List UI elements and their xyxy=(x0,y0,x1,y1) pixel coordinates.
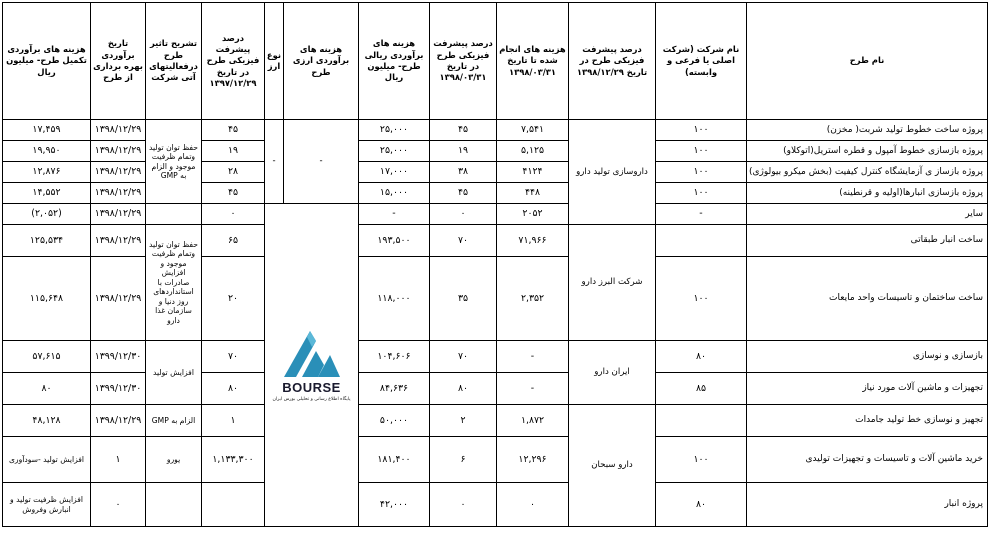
rial-cost: ۱۸۱,۴۰۰ xyxy=(359,437,430,483)
progress-1398-12: - xyxy=(656,204,747,225)
table-row xyxy=(3,204,988,225)
progress-1398-12 xyxy=(656,225,747,257)
completion-cost: ۱۷,۴۵۹ xyxy=(3,120,91,141)
progress-1397-12: ۴۵ xyxy=(202,183,265,204)
progress-1398-12: ۸۰ xyxy=(656,483,747,527)
rial-cost: ۵۰,۰۰۰ xyxy=(359,405,430,437)
progress-1398-12: ۱۰۰ xyxy=(656,141,747,162)
header-company: نام شرکت (شرکت اصلی یا فرعی و وابسته) xyxy=(656,3,747,120)
completion-cost: ۴۸,۱۲۸ xyxy=(3,405,91,437)
project-name: تجهیزات و ماشین آلات مورد نیاز xyxy=(747,373,988,405)
operation-date: ۱۳۹۸/۱۲/۲۹ xyxy=(91,183,146,204)
progress-1398-12: ۱۰۰ xyxy=(656,437,747,483)
progress-1397-12: ۶۵ xyxy=(202,225,265,257)
project-name: پروژه بازسازی انبارها(اولیه و قرنطینه) xyxy=(747,183,988,204)
project-name: پروژه بازسازی خطوط آمپول و قطره استریل(اتوکلاو) xyxy=(747,141,988,162)
project-name: پروژه ساخت خطوط تولید شربت( مخزن) xyxy=(747,120,988,141)
progress-1398-03: ۷۰ xyxy=(430,341,497,373)
table-row xyxy=(3,437,988,483)
progress-1398-03: ۳۸ xyxy=(430,162,497,183)
header-progress-1397-12-29: درصد پیشرفت فیزیکی طرح در تاریخ ۱۳۹۷/۱۲/۲۹ xyxy=(202,3,265,120)
progress-1398-03: ۰ xyxy=(430,204,497,225)
progress-1397-12: ۲۰ xyxy=(202,257,265,341)
header-progress-1398-03-31: درصد پیشرفت فیزیکی طرح در تاریخ ۱۳۹۸/۰۳/۳۱ xyxy=(430,3,497,120)
completion-cost: (۲,۰۵۲) xyxy=(3,204,91,225)
progress-1398-03: ۷۰ xyxy=(430,225,497,257)
rial-cost: ۴۲,۰۰۰ xyxy=(359,483,430,527)
company-darousazi: داروسازی تولید دارو xyxy=(569,120,656,225)
progress-1397-12: ۷۰ xyxy=(202,341,265,373)
operation-date: ۱۳۹۸/۱۲/۲۹ xyxy=(91,141,146,162)
progress-1398-03: ۲ xyxy=(430,405,497,437)
rial-cost: ۱۰۴,۶۰۶ xyxy=(359,341,430,373)
progress-1398-03: ۳۵ xyxy=(430,257,497,341)
impact-text: افزایش تولید xyxy=(146,341,202,405)
cost-done: ۴۴۸ xyxy=(497,183,569,204)
operation-date: ۱۳۹۸/۱۲/۲۹ xyxy=(91,162,146,183)
completion-cost: ۱۱۵,۶۴۸ xyxy=(3,257,91,341)
company-alborz: شرکت البرز دارو xyxy=(569,225,656,341)
operation-date: ۱۳۹۸/۱۲/۲۹ xyxy=(91,120,146,141)
progress-1398-12: ۱۰۰ xyxy=(656,162,747,183)
project-name: ساخت ساختمان و تاسیسات واحد مایعات xyxy=(747,257,988,341)
progress-1398-12 xyxy=(656,405,747,437)
bourse-logo xyxy=(265,327,358,402)
progress-1397-12: ۰ xyxy=(91,483,146,527)
logo-cell xyxy=(265,204,359,527)
currency-euro: یورو xyxy=(146,437,202,483)
progress-1397-12: ۱۹ xyxy=(202,141,265,162)
header-rial-cost: هزینه های برآوردی ریالی طرح- میلیون ریال xyxy=(359,3,430,120)
bourse-logo-icon xyxy=(280,327,344,379)
currency-empty xyxy=(146,483,202,527)
rial-cost: ۱۹۳,۵۰۰ xyxy=(359,225,430,257)
progress-1397-12: ۲۸ xyxy=(202,162,265,183)
cost-done: - xyxy=(497,341,569,373)
cost-done: - xyxy=(497,373,569,405)
rial-cost: ۱۱۸,۰۰۰ xyxy=(359,257,430,341)
progress-1398-12: ۱۰۰ xyxy=(656,257,747,341)
cost-done: ۷۱,۹۶۶ xyxy=(497,225,569,257)
cost-done: ۲۰۵۲ xyxy=(497,204,569,225)
impact-text: افزایش ظرفیت تولید و انبارش وفروش xyxy=(3,483,91,527)
fx-cost-empty xyxy=(202,483,265,527)
rial-cost: ۱۵,۰۰۰ xyxy=(359,183,430,204)
rial-cost: ۱۷,۰۰۰ xyxy=(359,162,430,183)
project-name: پروژه بازساز ی آزمایشگاه کنترل کیفیت (بخش میکرو بیولوژی) xyxy=(747,162,988,183)
progress-1398-12: ۸۰ xyxy=(656,341,747,373)
impact-empty xyxy=(146,204,202,225)
progress-1397-12: ۸۰ xyxy=(202,373,265,405)
project-name: سایر xyxy=(747,204,988,225)
fx-cost: ۱,۱۳۳,۳۰۰ xyxy=(202,437,265,483)
operation-date: ۱۳۹۹/۱۲/۳۰ xyxy=(91,373,146,405)
rial-cost: ۲۵,۰۰۰ xyxy=(359,141,430,162)
projects-table xyxy=(2,2,988,527)
project-name: پروژه انبار xyxy=(747,483,988,527)
impact-text: حفظ توان تولید وتمام ظرفیت موجود و الزام به GMP xyxy=(146,120,202,204)
progress-1398-03: ۸۰ xyxy=(430,373,497,405)
rial-cost: ۲۵,۰۰۰ xyxy=(359,120,430,141)
progress-1397-12: ۴۵ xyxy=(202,120,265,141)
progress-1398-03: ۴۵ xyxy=(430,120,497,141)
impact-text: افزایش تولید -سودآوری xyxy=(3,437,91,483)
header-progress-1398-12-29: درصد پیشرفت فیزیکی طرح در تاریخ ۱۳۹۸/۱۲/۲۹ xyxy=(569,3,656,120)
project-name: بازسازی و نوسازی xyxy=(747,341,988,373)
cost-done: ۴۱۲۴ xyxy=(497,162,569,183)
cost-done: ۱۲,۲۹۶ xyxy=(497,437,569,483)
cost-done: ۵,۱۲۵ xyxy=(497,141,569,162)
impact-text: الزام به GMP xyxy=(146,405,202,437)
project-name: خرید ماشین آلات و تاسیسات و تجهیزات تولیدی xyxy=(747,437,988,483)
cost-done: ۷,۵۴۱ xyxy=(497,120,569,141)
progress-1398-12: ۱۰۰ xyxy=(656,183,747,204)
currency-empty: - xyxy=(265,120,284,204)
table-row xyxy=(3,405,988,437)
project-name: ساخت انبار طبقاتی xyxy=(747,225,988,257)
operation-date: ۱۳۹۹/۱۲/۳۰ xyxy=(91,341,146,373)
progress-1398-12: ۸۵ xyxy=(656,373,747,405)
table-row xyxy=(3,341,988,373)
table-row xyxy=(3,483,988,527)
project-name: تجهیز و نوسازی خط تولید جامدات xyxy=(747,405,988,437)
completion-cost: ۵۷,۶۱۵ xyxy=(3,341,91,373)
progress-1398-03: ۱۹ xyxy=(430,141,497,162)
completion-cost: ۱۴,۵۵۲ xyxy=(3,183,91,204)
progress-1398-12: ۱۰۰ xyxy=(656,120,747,141)
completion-cost: ۱۲,۸۷۶ xyxy=(3,162,91,183)
header-operation-date: تاریخ برآوردی بهره برداری از طرح xyxy=(91,3,146,120)
progress-1397-12: ۱ xyxy=(91,437,146,483)
header-fx-cost: هزینه های برآوردی ارزی طرح xyxy=(284,3,359,120)
cost-done: ۰ xyxy=(497,483,569,527)
operation-date: ۱۳۹۸/۱۲/۲۹ xyxy=(91,257,146,341)
completion-cost: ۸۰ xyxy=(3,373,91,405)
logo-word: BOURSE xyxy=(282,380,341,396)
company-sobhan: دارو سبحان xyxy=(569,405,656,527)
impact-text: حفظ توان تولید وتمام ظرفیت موجود و افزایش صادرات با استانداردهای روز دنیا و سازمان غذا دارو xyxy=(146,225,202,341)
rial-cost: - xyxy=(359,204,430,225)
progress-1398-03: ۴۵ xyxy=(430,183,497,204)
logo-tagline: پایگاه اطلاع رسانی و تحلیلی بورس ایران xyxy=(272,397,351,403)
progress-1397-12: ۱ xyxy=(202,405,265,437)
cost-done: ۲,۳۵۲ xyxy=(497,257,569,341)
progress-1397-12: ۰ xyxy=(202,204,265,225)
fx-cost-empty: - xyxy=(284,120,359,204)
header-cost-done: هزینه های انجام شده تا تاریخ ۱۳۹۸/۰۳/۳۱ xyxy=(497,3,569,120)
header-currency: نوع ارز xyxy=(265,3,284,120)
operation-date: ۱۳۹۸/۱۲/۲۹ xyxy=(91,204,146,225)
progress-1398-03: ۰ xyxy=(430,483,497,527)
header-row xyxy=(3,3,988,120)
header-name: نام طرح xyxy=(747,3,988,120)
table-row xyxy=(3,120,988,141)
completion-cost: ۱۲۵,۵۳۴ xyxy=(3,225,91,257)
progress-1398-03: ۶ xyxy=(430,437,497,483)
header-impact: تشریح تاثیر طرح درفعالیتهای آتی شرکت xyxy=(146,3,202,120)
table-row xyxy=(3,225,988,257)
company-iran: ایران دارو xyxy=(569,341,656,405)
cost-done: ۱,۸۷۲ xyxy=(497,405,569,437)
operation-date: ۱۳۹۸/۱۲/۲۹ xyxy=(91,405,146,437)
completion-cost: ۱۹,۹۵۰ xyxy=(3,141,91,162)
header-completion-cost: هزینه های برآوردی تکمیل طرح- میلیون ریال xyxy=(3,3,91,120)
rial-cost: ۸۴,۶۳۶ xyxy=(359,373,430,405)
operation-date: ۱۳۹۸/۱۲/۲۹ xyxy=(91,225,146,257)
